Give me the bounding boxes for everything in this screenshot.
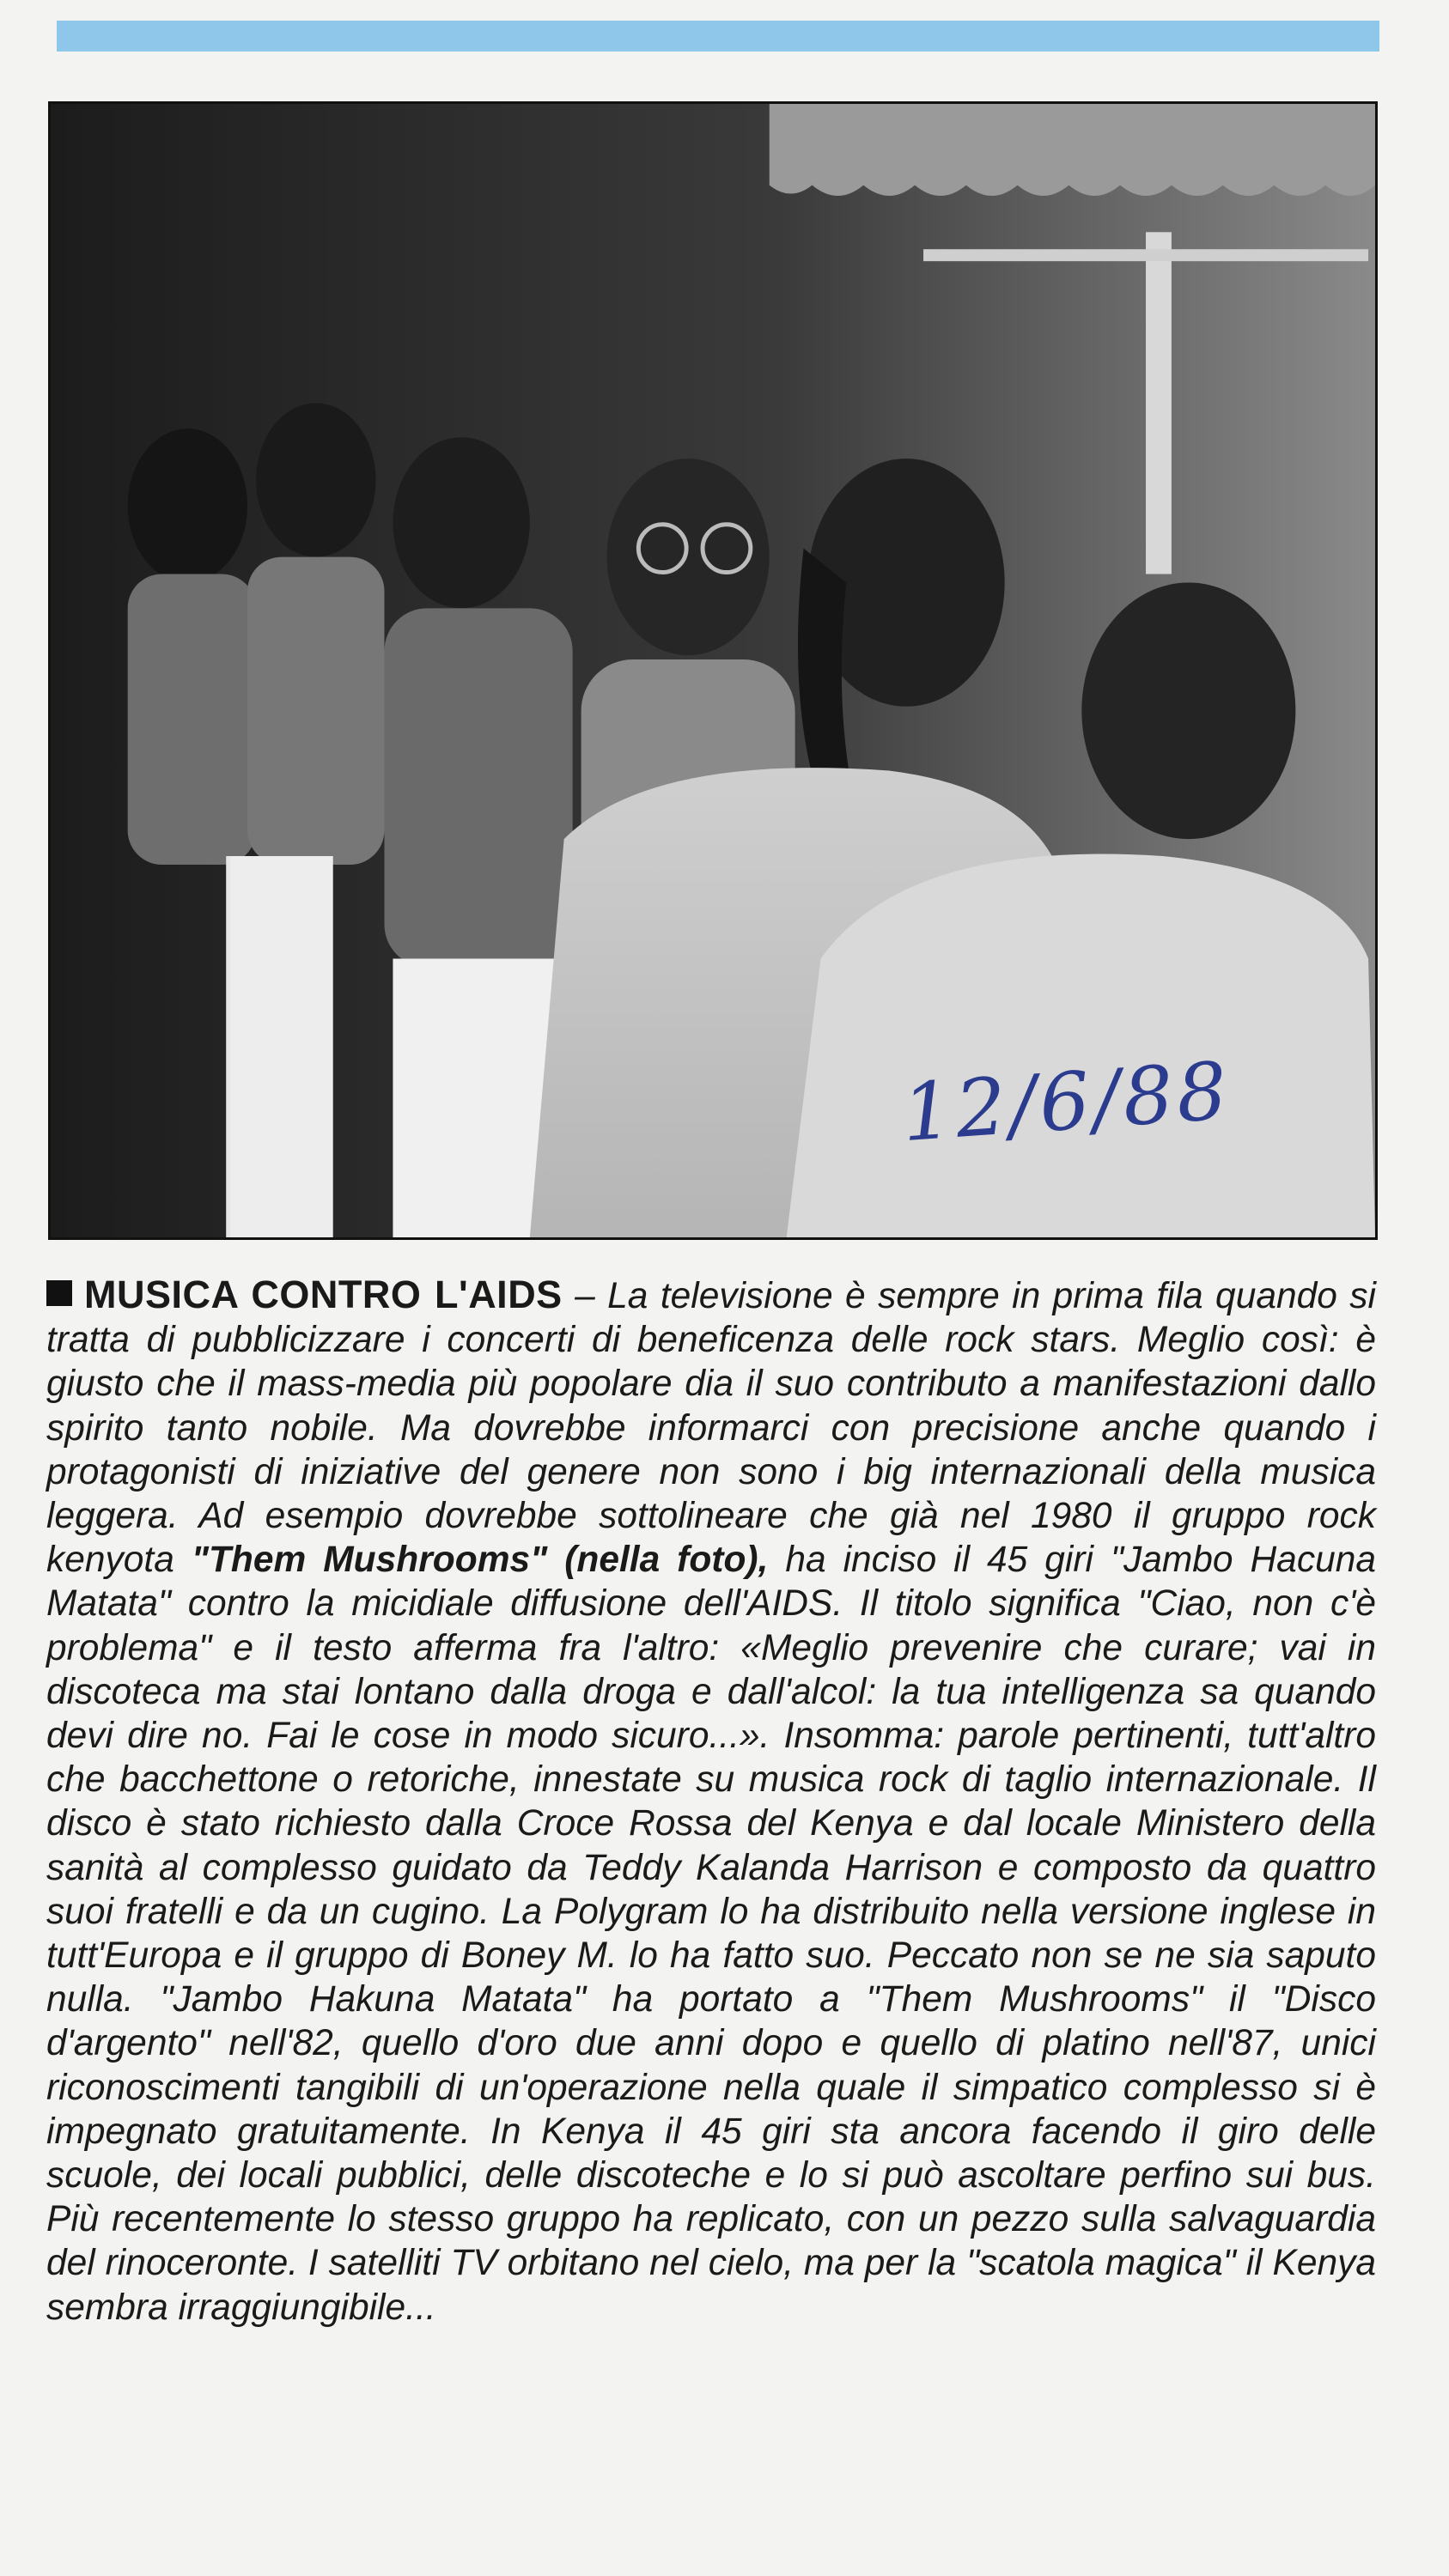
article-headline: MUSICA CONTRO L'AIDS — [84, 1273, 563, 1316]
article-text-part-1: La televisione è sempre in prima fila quando si tratta di pubblicizzare i concerti di beneficenza delle rock stars. Meglio così: è giusto che il mass-media più popolare dia il suo contributo a manifestazioni dallo spirito tanto nobile. Ma dovrebbe informarci con precisione anche quando i protagonisti di iniziative del genere non sono i big internazionali della musica leggera. Ad esempio dovrebbe sottolineare che già nel 1980 il gruppo rock kenyota — [46, 1276, 1376, 1581]
top-color-bar — [57, 21, 1379, 52]
article-body — [46, 1273, 1376, 2330]
bullet-square-icon — [46, 1280, 72, 1306]
headline-dash: – — [562, 1276, 608, 1316]
band-name: "Them Mushrooms" (nella foto), — [191, 1540, 769, 1581]
article-text-part-2: ha inciso il 45 giri "Jambo Hacuna Matata" contro la micidiale diffusione dell'AIDS. Il titolo significa "Ciao, non c'è problema" e il testo afferma fra l'altro: «Meglio prevenire che curare; vai in discoteca ma stai lontano dalla droga e dall'alcol: la tua intelligenza sa quando devi dire no. Fai le cose in modo sicuro...». Insomma: parole pertinenti, tutt'altro che bacchettone o retoriche, innestate su musica rock di taglio internazionale. Il disco è stato richiesto dalla Croce Rossa del Kenya e dal locale Ministero della sanità al complesso guidato da Teddy Kalanda Harrison e composto da quattro suoi fratelli e da un cugino. La Polygram lo ha distribuito nella versione inglese in tutt'Europa e il gruppo di Boney M. lo ha fatto suo. Peccato non se ne sia saputo nulla. "Jambo Hakuna Matata" ha portato a "Them Mushrooms" il "Disco d'argento" nell'82, quello d'oro due anni dopo e quello di platino nell'87, unici riconoscimenti tangibili di un'operazione nella quale il simpatico complesso si è impegnato gratuitamente. In Kenya il 45 giri sta ancora facendo il giro delle scuole, dei locali pubblici, delle discoteche e lo si può ascoltare perfino sui bus. Più recentemente lo stesso gruppo ha replicato, con un pezzo sulla salvaguardia del rinoceronte. I satelliti TV orbitano nel cielo, ma per la "scatola magica" il Kenya sembra irraggiungibile... — [46, 1540, 1376, 2328]
handwritten-date: 12/6/88 — [898, 1044, 1233, 1160]
